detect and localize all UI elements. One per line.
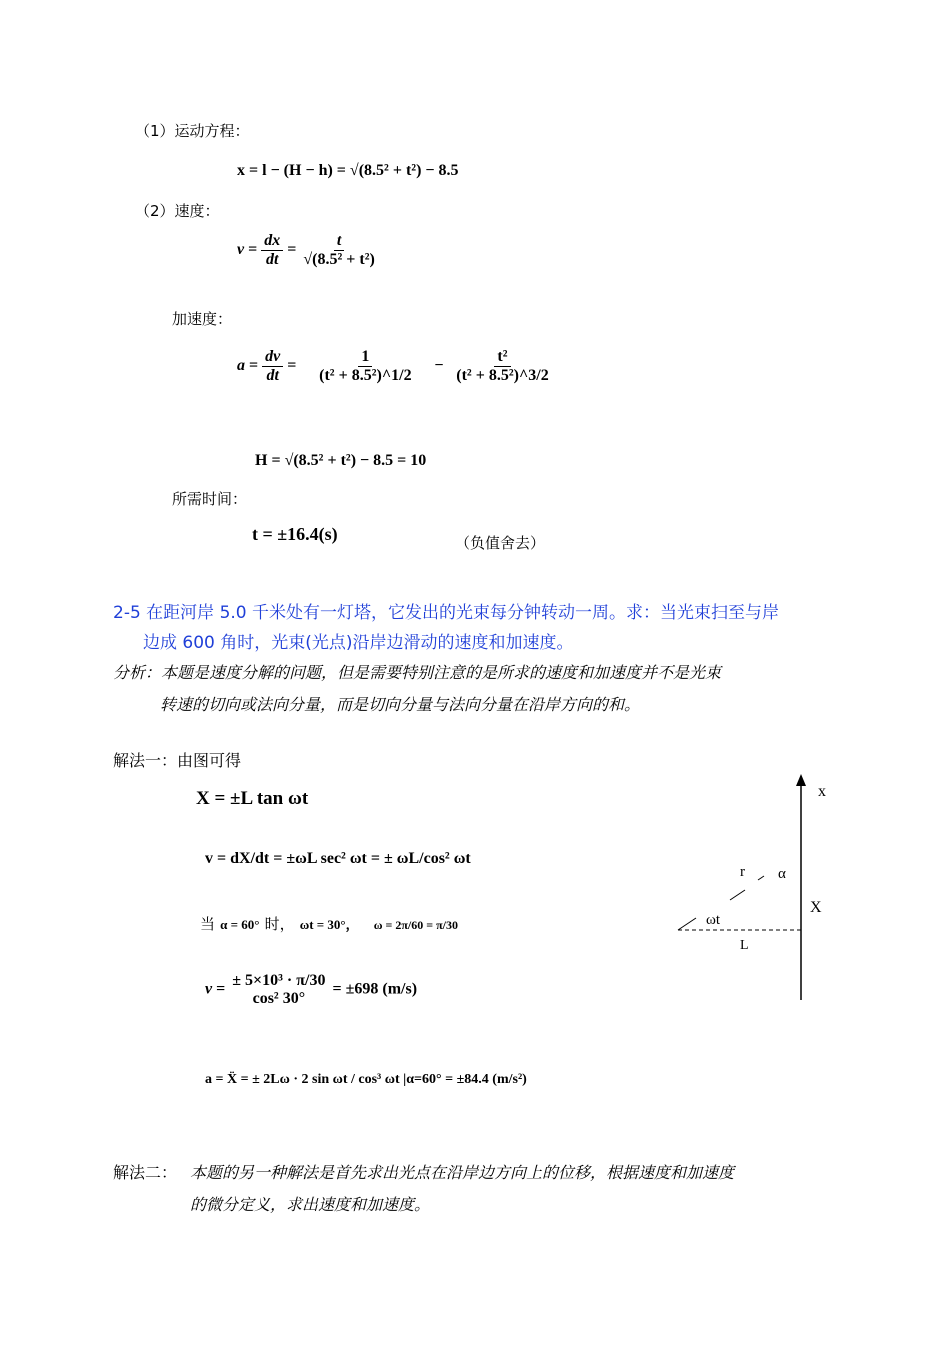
- a-frac-num-2: 1: [358, 348, 372, 367]
- v3-denominator: cos² 30°: [252, 990, 306, 1007]
- a-frac-den-2: (t² + 8.5²)^1/2: [319, 367, 412, 384]
- condition-wt: ωt = 30°，: [299, 917, 359, 932]
- analysis-line-2: 转速的切向或法向分量，而是切向分量与法向分量在沿岸方向的和。: [160, 695, 641, 714]
- equation-acceleration: a = $\frac{dv}{dt}$ = $\frac{1}{\text{(t² + 8.5²)\textasciicircum{}1/2}}$ − $\frac{\text{t²}}{\text{(t² + 8.5²)\textasciicircum{}3/2}}$: [237, 348, 557, 385]
- v-frac-num-2: t: [334, 232, 344, 251]
- section-2-label: （2）速度：: [135, 202, 220, 220]
- analysis-line-1: 分析：本题是速度分解的问题，但是需要特别注意的是所求的速度和加速度并不是光束: [113, 663, 722, 682]
- label-alpha: α: [778, 866, 786, 882]
- equation-motion-text: x = l − (H − h) = √(8.5² + t²) − 8.5: [237, 162, 459, 179]
- problem-text-line-2: 边成 600 角时，光束(光点)沿岸边滑动的速度和加速度。: [143, 633, 574, 653]
- equation-acceleration-2: a = Ẍ = ± 2Lω · 2 sin ωt / cos³ ωt |α=60° = ±84.4 (m/s²): [205, 1072, 527, 1087]
- label-r: r: [740, 864, 745, 880]
- a-frac-den-1: dt: [266, 367, 279, 384]
- beam-segment-3: [758, 876, 764, 880]
- label-L: L: [740, 938, 749, 953]
- equation-time: t = ±16.4(s): [252, 524, 338, 544]
- condition-omega: ω = 2π/60 = π/30: [373, 918, 458, 932]
- equation-velocity-2: v = dX/dt = ±ωL sec² ωt = ± ωL/cos² ωt: [205, 850, 471, 867]
- lighthouse-diagram: [660, 770, 860, 1010]
- a-frac-num-1: dv: [262, 348, 283, 367]
- acceleration-label: 加速度：: [172, 310, 233, 328]
- equation-velocity: v = $\frac{dx}{dt}$ = $\frac{t}{\text{√(8.5² + t²)}}$: [237, 232, 378, 269]
- condition-line: [200, 913, 458, 934]
- v3-numerator: ± 5×10³ · π/30: [232, 972, 326, 989]
- time-label: 所需时间：: [172, 490, 248, 508]
- equation-motion: [237, 162, 459, 180]
- equation-H: H = √(8.5² + t²) − 8.5 = 10: [255, 452, 427, 469]
- beam-segment-1: [678, 918, 696, 930]
- problem-text-line-1: 2-5 在距河岸 5.0 千米处有一灯塔，它发出的光束每分钟转动一周。求：当光束扫至与岸: [113, 603, 780, 623]
- method-2-label: 解法二：: [113, 1163, 178, 1182]
- condition-alpha: α = 60°: [220, 917, 260, 932]
- method-1-label: 解法一：由图可得: [113, 751, 242, 770]
- negative-note: （负值舍去）: [455, 534, 546, 552]
- v-frac-num-1: dx: [261, 232, 283, 251]
- method-2-line-1: 本题的另一种解法是首先求出光点在沿岸边方向上的位移，根据速度和加速度: [190, 1163, 735, 1182]
- condition-shi: 时，: [264, 915, 295, 933]
- label-omega-t: ωt: [706, 912, 721, 928]
- condition-when: 当: [200, 915, 216, 933]
- equation-X: X = ±L tan ωt: [196, 788, 309, 809]
- v-frac-den-1: dt: [266, 251, 279, 268]
- v3-result: = ±698 (m/s): [332, 980, 418, 998]
- label-x-axis: x: [818, 783, 826, 800]
- axis-arrow-icon: [796, 774, 806, 786]
- method-2-line-2: 的微分定义，求出速度和加速度。: [190, 1195, 431, 1214]
- v-frac-den-2: √(8.5² + t²): [303, 251, 375, 268]
- beam-segment-2: [730, 890, 745, 900]
- section-1-label: （1）运动方程：: [135, 122, 250, 140]
- label-X: X: [810, 899, 822, 916]
- equation-velocity-3: v = ± 5×10³ · π/30 cos² 30° = ±698 (m/s): [205, 972, 418, 1007]
- a-frac-num-3: t²: [494, 348, 510, 367]
- a-frac-den-3: (t² + 8.5²)^3/2: [456, 367, 549, 384]
